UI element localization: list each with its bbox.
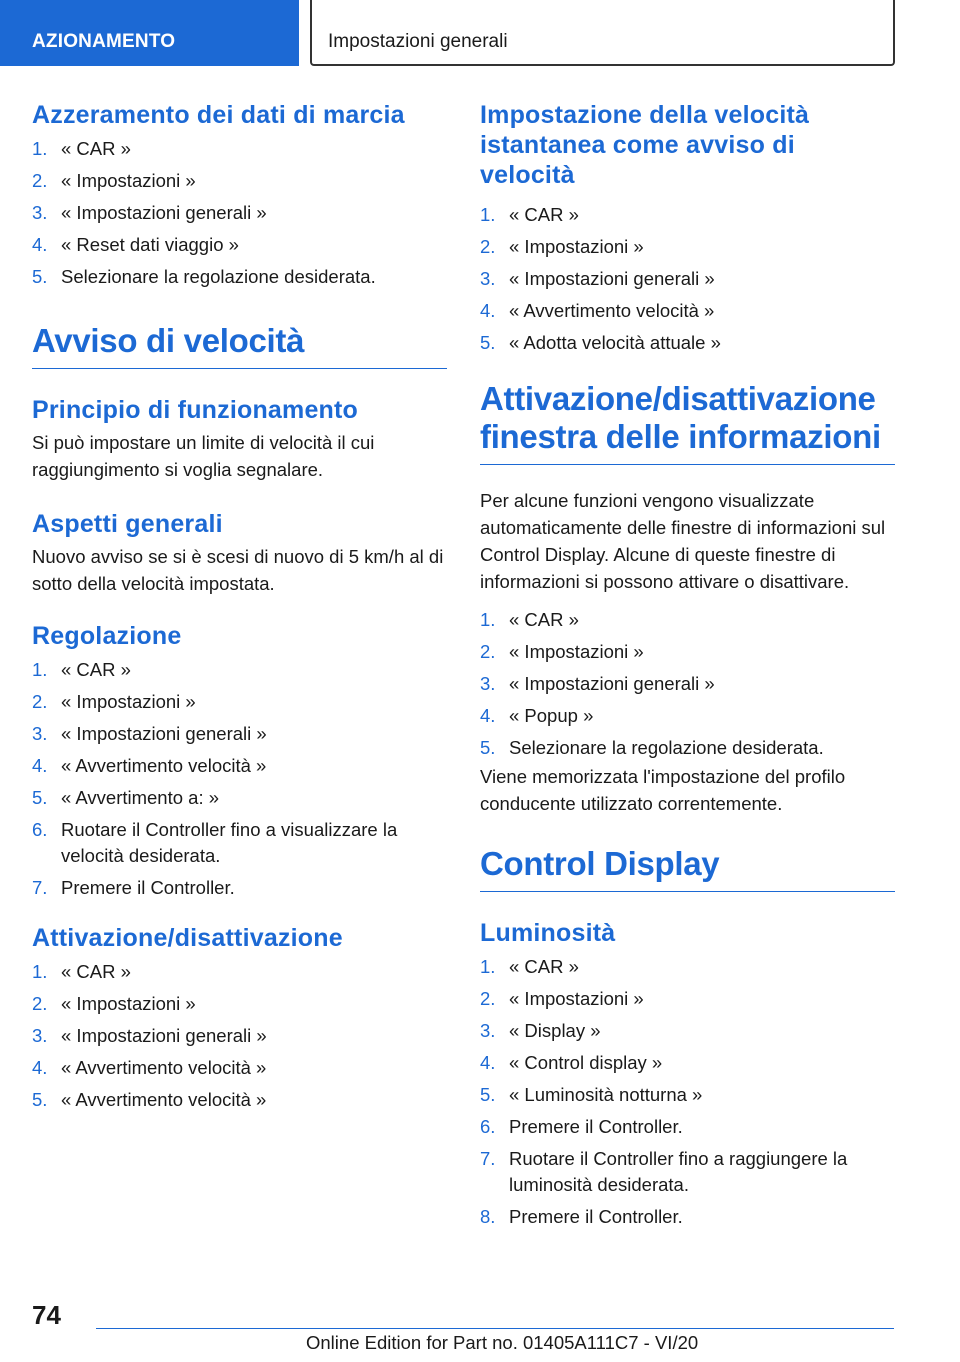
page-number: 74 xyxy=(32,1300,61,1330)
step-text: « Display » xyxy=(509,1020,601,1041)
step-number: 2. xyxy=(32,993,48,1014)
step-number: 5. xyxy=(32,787,48,808)
step-text: « Impostazioni » xyxy=(61,691,196,712)
step-item xyxy=(32,721,447,747)
step-number: 6. xyxy=(480,1116,496,1137)
step-text: « Avvertimento velocità » xyxy=(61,1089,267,1110)
step-text: « Impostazioni » xyxy=(509,236,644,257)
step-item xyxy=(32,1087,447,1113)
step-text: « CAR » xyxy=(509,204,579,225)
step-text: Selezionare la regolazione desiderata. xyxy=(509,737,824,758)
step-item xyxy=(480,1082,895,1108)
step-text: « Avvertimento a: » xyxy=(61,787,220,808)
text-principio: Si può impostare un limite di velocità il cui raggiungimento si voglia segnalare. xyxy=(32,432,375,480)
step-item xyxy=(32,817,447,869)
step-text: « Impostazioni » xyxy=(61,993,196,1014)
step-item xyxy=(32,959,447,985)
step-text: « CAR » xyxy=(61,961,131,982)
steps-attivazione xyxy=(32,959,447,1113)
step-text: « Impostazioni » xyxy=(509,988,644,1009)
step-item xyxy=(480,202,895,228)
step-number: 7. xyxy=(32,877,48,898)
step-number: 2. xyxy=(32,170,48,191)
step-item xyxy=(32,136,447,162)
step-number: 3. xyxy=(32,202,48,223)
step-number: 5. xyxy=(32,1089,48,1110)
steps-azzeramento xyxy=(32,136,447,290)
right-column xyxy=(480,100,895,1236)
step-text: « Impostazioni generali » xyxy=(509,673,715,694)
step-number: 3. xyxy=(480,268,496,289)
step-number: 2. xyxy=(480,641,496,662)
step-text: « Popup » xyxy=(509,705,594,726)
step-number: 1. xyxy=(32,961,48,982)
step-text: « CAR » xyxy=(509,956,579,977)
step-number: 1. xyxy=(480,956,496,977)
step-text: « Reset dati viaggio » xyxy=(61,234,239,255)
step-number: 1. xyxy=(32,659,48,680)
step-text: « Impostazioni generali » xyxy=(509,268,715,289)
step-item xyxy=(480,954,895,980)
steps-istantanea xyxy=(480,202,895,356)
step-item xyxy=(32,875,447,901)
step-number: 5. xyxy=(480,737,496,758)
step-item xyxy=(32,753,447,779)
step-number: 4. xyxy=(32,1057,48,1078)
step-item xyxy=(480,1018,895,1044)
step-item xyxy=(480,1050,895,1076)
step-item xyxy=(480,986,895,1012)
step-text: « CAR » xyxy=(509,609,579,630)
chapter-title: Impostazioni generali xyxy=(310,0,895,66)
step-text: « CAR » xyxy=(61,659,131,680)
heading-istantanea: Impostazione della velocità istantanea come avviso di velocità xyxy=(480,101,810,189)
step-number: 4. xyxy=(32,234,48,255)
step-item xyxy=(480,298,895,324)
step-item xyxy=(32,991,447,1017)
heading-azzeramento: Azzeramento dei dati di marcia xyxy=(32,101,405,129)
step-number: 5. xyxy=(32,266,48,287)
step-item xyxy=(480,330,895,356)
step-item xyxy=(32,785,447,811)
step-text: Premere il Controller. xyxy=(61,877,235,898)
step-item xyxy=(32,689,447,715)
step-item xyxy=(480,671,895,697)
heading-avviso-velocita: Avviso di velocità xyxy=(32,322,447,369)
step-text: « Impostazioni » xyxy=(509,641,644,662)
step-item xyxy=(480,1114,895,1140)
step-text: Ruotare il Controller fino a raggiungere la luminosità desiderata. xyxy=(509,1148,848,1195)
heading-principio: Principio di funzionamento xyxy=(32,396,359,424)
text-finestra: Per alcune funzioni vengono visualizzate automaticamente delle finestre di informazioni sul Control Display. Alcune di queste finestre di informazioni si possono attivare o disattivare. xyxy=(480,490,886,592)
step-item xyxy=(480,639,895,665)
step-text: « Avvertimento velocità » xyxy=(61,1057,267,1078)
step-item xyxy=(32,200,447,226)
step-text: « Impostazioni generali » xyxy=(61,723,267,744)
heading-attivazione: Attivazione/disattivazione xyxy=(32,924,343,952)
step-number: 8. xyxy=(480,1206,496,1227)
step-item xyxy=(32,168,447,194)
step-number: 3. xyxy=(32,1025,48,1046)
footer-divider xyxy=(96,1328,894,1329)
step-item xyxy=(480,234,895,260)
step-number: 3. xyxy=(32,723,48,744)
step-item xyxy=(480,607,895,633)
steps-finestra xyxy=(480,607,895,761)
step-item xyxy=(480,1146,895,1198)
step-item xyxy=(480,735,895,761)
step-number: 4. xyxy=(480,300,496,321)
step-text: « Adotta velocità attuale » xyxy=(509,332,721,353)
step-text: Ruotare il Controller fino a visualizzare la velocità desiderata. xyxy=(61,819,398,866)
step-text: Premere il Controller. xyxy=(509,1116,683,1137)
step-number: 6. xyxy=(32,819,48,840)
text-aspetti: Nuovo avviso se si è scesi di nuovo di 5 km/h al di sotto della velocità impostata. xyxy=(32,546,444,594)
step-text: « Impostazioni generali » xyxy=(61,1025,267,1046)
step-number: 5. xyxy=(480,1084,496,1105)
step-text: « Luminosità notturna » xyxy=(509,1084,703,1105)
step-text: « Impostazioni generali » xyxy=(61,202,267,223)
step-number: 3. xyxy=(480,673,496,694)
step-number: 5. xyxy=(480,332,496,353)
left-column xyxy=(32,100,447,1119)
step-number: 2. xyxy=(32,691,48,712)
step-number: 1. xyxy=(480,609,496,630)
step-text: « Impostazioni » xyxy=(61,170,196,191)
step-item xyxy=(32,657,447,683)
step-item xyxy=(32,1023,447,1049)
step-text: Selezionare la regolazione desiderata. xyxy=(61,266,376,287)
step-number: 4. xyxy=(480,1052,496,1073)
note-finestra: Viene memorizzata l'impostazione del profilo conducente utilizzato correntemente. xyxy=(480,766,846,814)
step-item xyxy=(32,264,447,290)
page-header xyxy=(0,0,960,66)
step-text: « Control display » xyxy=(509,1052,663,1073)
step-text: « Avvertimento velocità » xyxy=(61,755,267,776)
step-item xyxy=(480,1204,895,1230)
heading-control-display: Control Display xyxy=(480,845,895,892)
step-item xyxy=(32,1055,447,1081)
step-item xyxy=(480,703,895,729)
section-tab: AZIONAMENTO xyxy=(0,0,299,66)
steps-regolazione xyxy=(32,657,447,901)
step-number: 4. xyxy=(480,705,496,726)
step-number: 4. xyxy=(32,755,48,776)
step-number: 7. xyxy=(480,1148,496,1169)
heading-luminosita: Luminosità xyxy=(480,919,616,947)
heading-finestra-informazioni: Attivazione/disattivazione finestra delle informazioni xyxy=(480,380,895,465)
step-number: 1. xyxy=(480,204,496,225)
step-text: « Avvertimento velocità » xyxy=(509,300,715,321)
step-number: 3. xyxy=(480,1020,496,1041)
step-text: Premere il Controller. xyxy=(509,1206,683,1227)
step-text: « CAR » xyxy=(61,138,131,159)
heading-regolazione: Regolazione xyxy=(32,622,182,650)
steps-luminosita xyxy=(480,954,895,1230)
step-number: 2. xyxy=(480,236,496,257)
step-number: 1. xyxy=(32,138,48,159)
footer-edition: Online Edition for Part no. 01405A111C7 - VI/20 xyxy=(306,1332,699,1353)
heading-aspetti: Aspetti generali xyxy=(32,510,223,538)
step-item xyxy=(480,266,895,292)
step-item xyxy=(32,232,447,258)
step-number: 2. xyxy=(480,988,496,1009)
